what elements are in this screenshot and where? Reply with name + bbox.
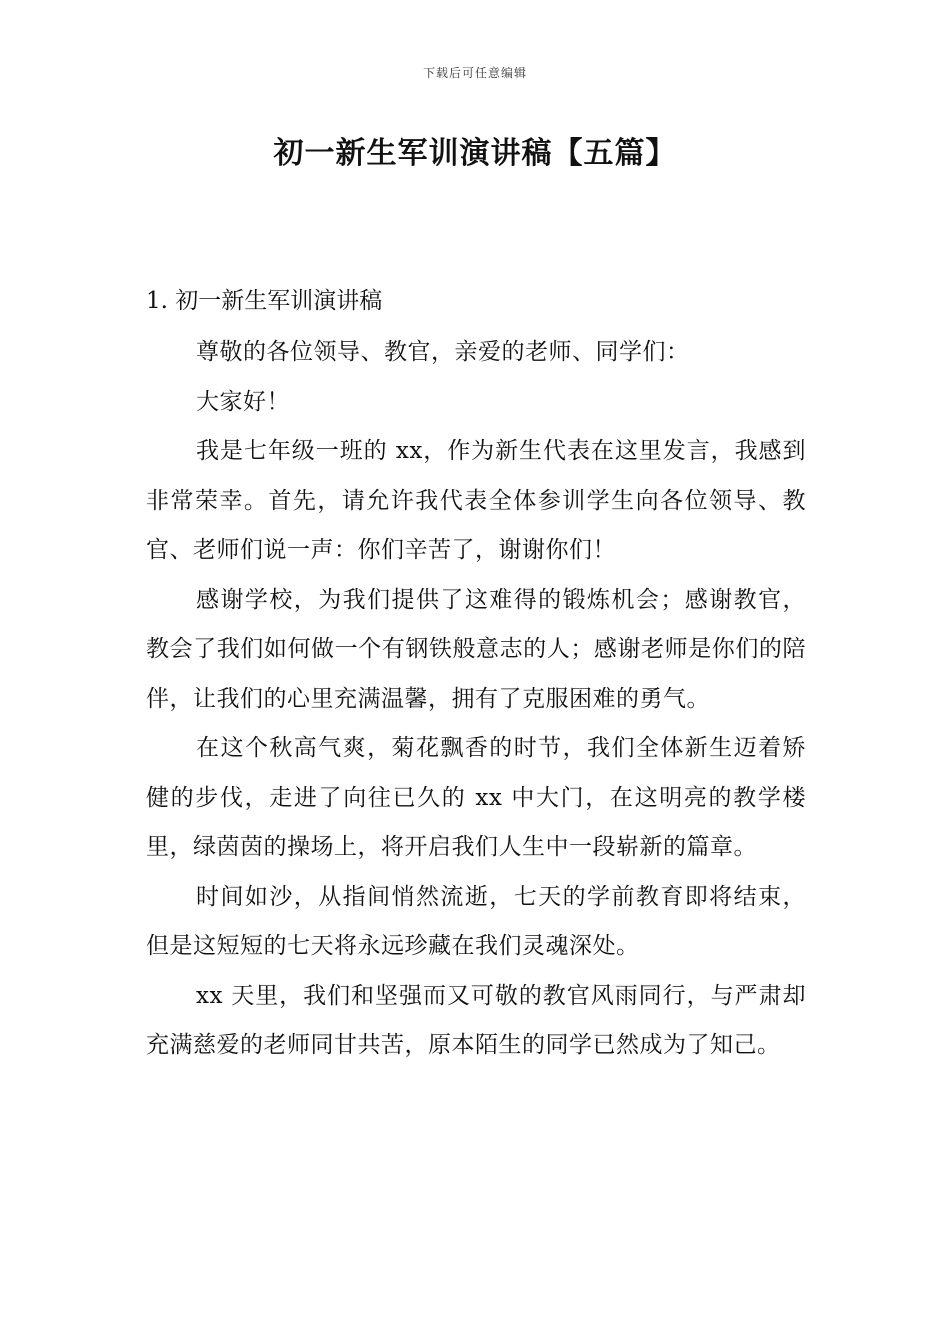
- paragraph-autumn: 在这个秋高气爽，菊花飘香的时节，我们全体新生迈着矫健的步伐，走进了向往已久的 xx 中大门，在这明亮的教学楼里，绿茵茵的操场上，将开启我们人生中一段崭新的篇章。: [146, 735, 806, 860]
- paragraph-days: xx 天里，我们和坚强而又可敬的教官风雨同行，与严肃却充满慈爱的老师同甘共苦，原本陌生的同学已然成为了知己。: [146, 982, 806, 1058]
- paragraph-greeting: 大家好！: [196, 388, 290, 415]
- paragraph-salutation: 尊敬的各位领导、教官，亲爱的老师、同学们：: [196, 339, 690, 365]
- section-heading: 1. 初一新生军训演讲稿: [146, 288, 383, 314]
- paragraph-introduction: 我是七年级一班的 xx，作为新生代表在这里发言，我感到非常荣幸。首先，请允许我代表全体参训学生向各位领导、教官、老师们说一声：你们辛苦了，谢谢你们！: [146, 438, 806, 563]
- document-title: 初一新生军训演讲稿【五篇】: [273, 136, 677, 171]
- header-note: 下载后可任意编辑: [422, 66, 527, 80]
- document-body: [146, 278, 806, 1071]
- paragraph-thanks: 感谢学校，为我们提供了这难得的锻炼机会；感谢教官，教会了我们如何做一个有钢铁般意志的人；感谢老师是你们的陪伴，让我们的心里充满温馨，拥有了克服困难的勇气。: [146, 586, 806, 712]
- paragraph-time: 时间如沙，从指间悄然流逝，七天的学前教育即将结束，但是这短短的七天将永远珍藏在我们灵魂深处。: [146, 883, 806, 959]
